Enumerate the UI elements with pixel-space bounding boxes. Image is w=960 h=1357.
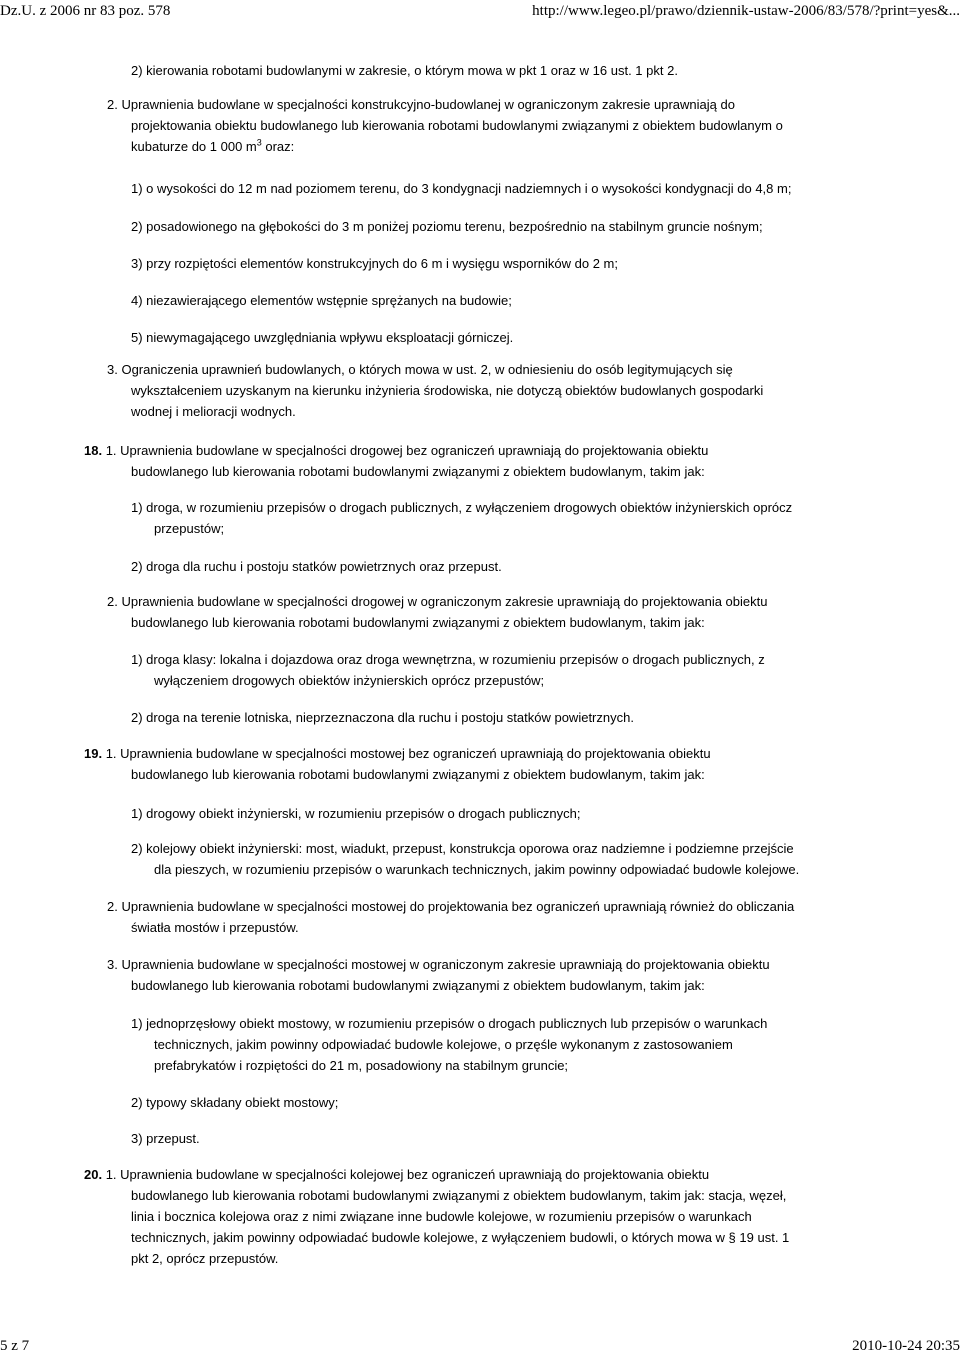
paragraph-ust-2 xyxy=(107,94,783,157)
print-timestamp: 2010-10-24 20:35 xyxy=(852,1338,960,1354)
paragraph-line: 2) kierowania robotami budowlanymi w zakresie, o którym mowa w pkt 1 oraz w 16 ust. 1 pkt 2. xyxy=(131,63,678,78)
paragraph-ust-3 xyxy=(107,359,763,422)
paragraph-line: wykształceniem uzyskanym na kierunku inżynieria środowiska, nie dotyczą obiektów budowlanych gospodarki xyxy=(131,383,764,398)
list-item: 5) niewymagającego uwzględniania wpływu eksploatacji górniczej. xyxy=(131,330,514,345)
paragraph-line: projektowania obiektu budowlanego lub kierowania robotami budowlanymi związanymi z obiektem budowlanym o xyxy=(131,118,783,133)
list-item xyxy=(131,649,765,691)
paragraph-line: 2. Uprawnienia budowlane w specjalności mostowej do projektowania bez ograniczeń uprawniają również do obliczania xyxy=(107,899,795,914)
paragraph-line: 2. Uprawnienia budowlane w specjalności konstrukcyjno-budowlanej w ograniczonym zakresie uprawniają do xyxy=(107,97,735,112)
list-item: 1) drogowy obiekt inżynierski, w rozumieniu przepisów o drogach publicznych; xyxy=(131,806,581,821)
paragraph-line: wodnej i melioracji wodnych. xyxy=(131,404,296,419)
paragraph-line: budowlanego lub kierowania robotami budowlanymi związanymi z obiektem budowlanym, takim jak: xyxy=(131,767,705,782)
list-item: 2) droga dla ruchu i postoju statków powietrznych oraz przepust. xyxy=(131,559,502,574)
section-number: 20. xyxy=(84,1167,103,1182)
paragraph-line: wyłączeniem drogowych obiektów inżynierskich oprócz przepustów; xyxy=(154,673,545,688)
paragraph-line: budowlanego lub kierowania robotami budowlanymi związanymi z obiektem budowlanym, takim jak: xyxy=(131,978,705,993)
paragraph-line: technicznych, jakim powinny odpowiadać budowle kolejowe, o przęśle wykonanym z zastosowaniem xyxy=(154,1037,733,1052)
paragraph-line: 2) kolejowy obiekt inżynierski: most, wiadukt, przepust, konstrukcja oporowa oraz nadziemne i podziemne przejście xyxy=(131,841,794,856)
list-item: 4) niezawierającego elementów wstępnie sprężanych na budowie; xyxy=(131,293,512,308)
paragraph-19 xyxy=(84,743,711,785)
paragraph-line xyxy=(84,1164,789,1185)
paragraph-line xyxy=(84,743,711,764)
text-span: 1. Uprawnienia budowlane w specjalności kolejowej bez ograniczeń uprawniają do projektowania obiektu xyxy=(102,1167,710,1182)
paragraph-line: budowlanego lub kierowania robotami budowlanymi związanymi z obiektem budowlanym, takim jak: xyxy=(131,615,705,630)
superscript: 3 xyxy=(256,137,262,148)
text-span: kubaturze do 1 000 m xyxy=(131,139,257,154)
page-counter: 5 z 7 xyxy=(0,1338,30,1354)
list-item: 2) typowy składany obiekt mostowy; xyxy=(131,1095,339,1110)
page-header-url: http://www.legeo.pl/prawo/dziennik-ustaw-2006/83/578/?print=yes&... xyxy=(532,3,960,19)
list-item: 2) posadowionego na głębokości do 3 m poniżej poziomu terenu, bezpośrednio na stabilnym gruncie nośnym; xyxy=(131,219,763,234)
paragraph-line: 3. Uprawnienia budowlane w specjalności mostowej w ograniczonym zakresie uprawniają do projektowania obiektu xyxy=(107,957,770,972)
paragraph-line: prefabrykatów i rozpiętości do 21 m, posadowiony na stabilnym gruncie; xyxy=(154,1058,569,1073)
paragraph-line: technicznych, jakim powinny odpowiadać budowle kolejowe, z wyłączeniem budowli, o których mowa w § 19 ust. 1 xyxy=(131,1230,790,1245)
paragraph-line: 3. Ograniczenia uprawnień budowlanych, o których mowa w ust. 2, w odniesieniu do osób legitymujących się xyxy=(107,362,733,377)
list-item: 2) droga na terenie lotniska, nieprzeznaczona dla ruchu i postoju statków powietrznych. xyxy=(131,710,634,725)
text-span: oraz: xyxy=(261,139,295,154)
paragraph-line: 1) jednoprzęsłowy obiekt mostowy, w rozumieniu przepisów o drogach publicznych lub przepisów o warunkach xyxy=(131,1016,768,1031)
list-item: 3) przepust. xyxy=(131,1131,200,1146)
paragraph-line xyxy=(107,136,783,157)
paragraph-line: budowlanego lub kierowania robotami budowlanymi związanymi z obiektem budowlanym, takim jak: stacja, węzeł, xyxy=(131,1188,787,1203)
paragraph-line xyxy=(84,440,708,461)
paragraph-line: przepustów; xyxy=(154,521,225,536)
paragraph-line: linia i bocznica kolejowa oraz z nimi związane inne budowle kolejowe, w rozumieniu przepisów o warunkach xyxy=(131,1209,752,1224)
paragraph-line: 1) droga klasy: lokalna i dojazdowa oraz droga wewnętrzna, w rozumieniu przepisów o drogach publicznych, z xyxy=(131,652,765,667)
paragraph-18-ust-2 xyxy=(107,591,767,633)
paragraph-line: pkt 2, oprócz przepustów. xyxy=(131,1251,279,1266)
paragraph-line: 2. Uprawnienia budowlane w specjalności drogowej w ograniczonym zakresie uprawniają do projektowania obiektu xyxy=(107,594,768,609)
list-item: 3) przy rozpiętości elementów konstrukcyjnych do 6 m i wysięgu wsporników do 2 m; xyxy=(131,256,618,271)
paragraph-19-ust-2 xyxy=(107,896,794,938)
section-number: 19. xyxy=(84,746,103,761)
list-item xyxy=(131,1013,767,1076)
page-header-left: Dz.U. z 2006 nr 83 poz. 578 xyxy=(0,3,171,19)
text-span: 1. Uprawnienia budowlane w specjalności drogowej bez ograniczeń uprawniają do projektowania obiektu xyxy=(102,443,709,458)
section-number: 18. xyxy=(84,443,103,458)
paragraph-line: budowlanego lub kierowania robotami budowlanymi związanymi z obiektem budowlanym, takim jak: xyxy=(131,464,705,479)
paragraph-19-ust-3 xyxy=(107,954,770,996)
paragraph-18 xyxy=(84,440,708,482)
list-item xyxy=(131,497,792,539)
paragraph-20 xyxy=(84,1164,789,1269)
text-span: 1. Uprawnienia budowlane w specjalności mostowej bez ograniczeń uprawniają do projektowania obiektu xyxy=(102,746,711,761)
paragraph-line: dla pieszych, w rozumieniu przepisów o warunkach technicznych, jakim powinny odpowiadać budowle kolejowe. xyxy=(154,862,800,877)
paragraph-line: 1) droga, w rozumieniu przepisów o drogach publicznych, z wyłączeniem drogowych obiektów inżynierskich oprócz xyxy=(131,500,793,515)
list-item: 1) o wysokości do 12 m nad poziomem terenu, do 3 kondygnacji nadziemnych i o wysokości kondygnacji do 4,8 m; xyxy=(131,181,792,196)
paragraph-line: światła mostów i przepustów. xyxy=(131,920,299,935)
list-item xyxy=(131,838,799,880)
